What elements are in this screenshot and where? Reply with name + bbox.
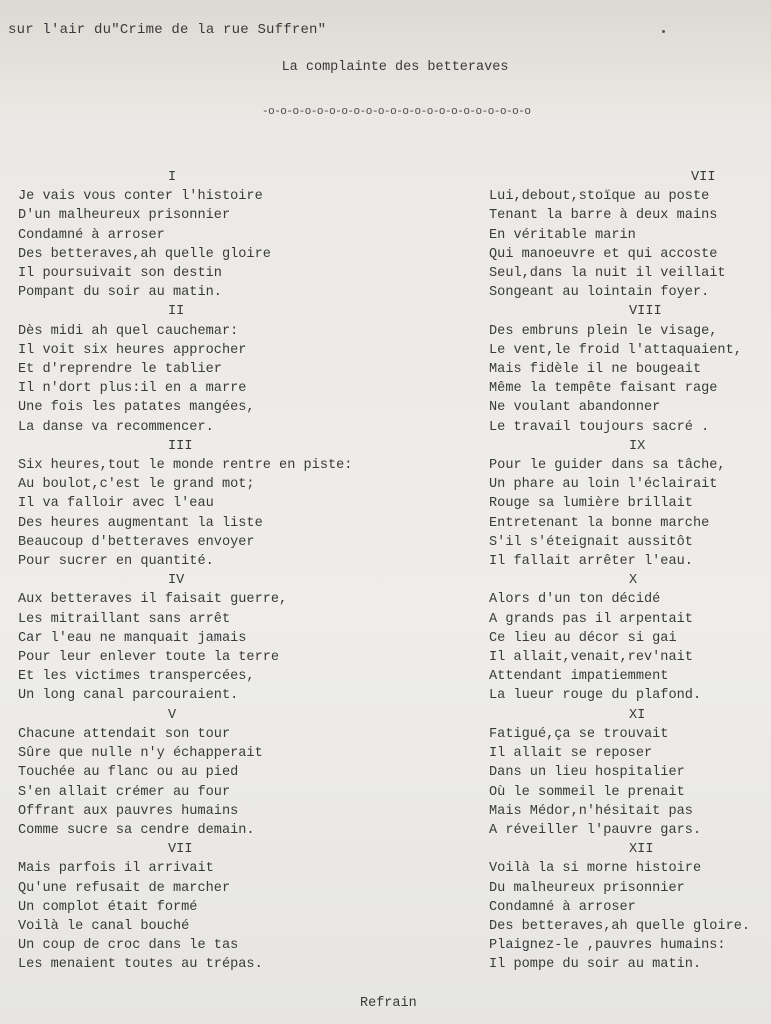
stanza-number: V <box>168 707 177 723</box>
stanza-number: I <box>168 170 177 185</box>
verse-line: Il fallait arrêter l'eau. <box>489 554 693 570</box>
verse-line: Car l'eau ne manquait jamais <box>18 630 247 646</box>
verse-line: Pour le guider dans sa tâche, <box>489 458 726 474</box>
stanza-number: II <box>168 304 185 320</box>
stanza-number: IX <box>629 438 646 454</box>
stanza-IV <box>18 571 368 705</box>
verse-line: La lueur rouge du plafond. <box>489 688 702 704</box>
verse-line: Beaucoup d'betteraves envoyer <box>18 534 255 550</box>
verse-line: Touchée au flanc ou au pied <box>18 765 239 781</box>
verse-line: A réveiller l'pauvre gars. <box>489 822 702 838</box>
verse-line: Il voit six heures approcher <box>18 342 247 358</box>
verse-line: Il pompe du soir au matin. <box>489 957 702 973</box>
verse-line: S'il s'éteignait aussitôt <box>489 534 693 550</box>
stanza-IX <box>489 437 764 571</box>
ink-speck <box>662 30 665 33</box>
stanza-number: IV <box>168 573 185 589</box>
verse-line: Condamné à arroser <box>489 899 636 915</box>
verse-line: Pompant du soir au matin. <box>18 285 222 301</box>
stanza-number: XI <box>629 707 646 723</box>
stanza-III <box>18 437 368 571</box>
stanza-number: XII <box>629 842 654 858</box>
stanza-number: X <box>629 573 638 589</box>
verse-line: Un complot était formé <box>18 899 198 915</box>
verse-line: Des betteraves,ah quelle gloire. <box>489 918 751 934</box>
verse-line: Il va falloir avec l'eau <box>18 496 214 512</box>
stanza-number: III <box>168 438 193 454</box>
stanza-V <box>18 706 368 840</box>
right-column <box>489 168 764 975</box>
verse-line: Six heures,tout le monde rentre en piste: <box>18 458 353 474</box>
refrain-label: Refrain <box>360 996 417 1011</box>
verse-line: Au boulot,c'est le grand mot; <box>18 477 255 493</box>
verse-line: Condamné à arroser <box>18 227 165 243</box>
stanza-XI <box>489 706 764 840</box>
verse-line: Fatigué,ça se trouvait <box>489 726 669 742</box>
verse-line: D'un malheureux prisonnier <box>18 208 231 224</box>
verse-line: Plaignez-le ,pauvres humains: <box>489 938 726 954</box>
verse-line: Un phare au loin l'éclairait <box>489 477 718 493</box>
verse-line: En véritable marin <box>489 227 636 243</box>
verse-line: Entretenant la bonne marche <box>489 515 710 531</box>
verse-line: Ne voulant abandonner <box>489 400 661 416</box>
verse-line: Le vent,le froid l'attaquaient, <box>489 342 742 358</box>
stanza-number: VII <box>691 170 716 185</box>
verse-line: Il allait,venait,rev'nait <box>489 650 693 666</box>
verse-line: Dès midi ah quel cauchemar: <box>18 323 239 339</box>
verse-line: Les menaient toutes au trépas. <box>18 957 263 973</box>
stanza-I <box>18 168 368 302</box>
verse-line: Sûre que nulle n'y échapperait <box>18 746 263 762</box>
verse-line: Des embruns plein le visage, <box>489 323 718 339</box>
stanza-number: VIII <box>629 304 662 320</box>
verse-line: Et les victimes transpercées, <box>18 669 255 685</box>
verse-line: Lui,debout,stoïque au poste <box>489 189 710 205</box>
verse-line: Rouge sa lumière brillait <box>489 496 693 512</box>
verse-line: Dans un lieu hospitalier <box>489 765 685 781</box>
decorative-rule: -o-o-o-o-o-o-o-o-o-o-o-o-o-o-o-o-o-o-o-o-o-o <box>262 106 531 118</box>
verse-line: Les mitraillant sans arrêt <box>18 611 231 627</box>
verse-line: Pour leur enlever toute la terre <box>18 650 280 666</box>
verse-line: Un long canal parcouraient. <box>18 688 239 704</box>
left-column <box>18 168 368 975</box>
stanza-VII-left <box>18 840 368 974</box>
verse-line: Pour sucrer en quantité. <box>18 554 214 570</box>
verse-line: Qui manoeuvre et qui accoste <box>489 246 718 262</box>
verse-line: Aux betteraves il faisait guerre, <box>18 592 288 608</box>
verse-line: A grands pas il arpentait <box>489 611 693 627</box>
verse-line: Alors d'un ton décidé <box>489 592 661 608</box>
page-title: La complainte des betteraves <box>281 60 509 75</box>
verse-line: Songeant au lointain foyer. <box>489 285 710 301</box>
verse-line: Tenant la barre à deux mains <box>489 208 718 224</box>
verse-line: Attendant impatiemment <box>489 669 669 685</box>
verse-line: Voilà la si morne histoire <box>489 861 702 877</box>
verse-line: S'en allait crémer au four <box>18 784 231 800</box>
stanza-number: VII <box>168 842 193 858</box>
stanza-VIII <box>489 302 764 436</box>
verse-line: Des heures augmentant la liste <box>18 515 263 531</box>
verse-line: Où le sommeil le prenait <box>489 784 685 800</box>
verse-line: Mais parfois il arrivait <box>18 861 214 877</box>
verse-line: Voilà le canal bouché <box>18 918 190 934</box>
verse-line: Même la tempête faisant rage <box>489 381 718 397</box>
verse-line: Mais fidèle il ne bougeait <box>489 362 702 378</box>
verse-line: Du malheureux prisonnier <box>489 880 685 896</box>
verse-line: Et d'reprendre le tablier <box>18 362 222 378</box>
verse-line: Une fois les patates mangées, <box>18 400 255 416</box>
verse-line: Seul,dans la nuit il veillait <box>489 266 726 282</box>
verse-line: Qu'une refusait de marcher <box>18 880 231 896</box>
stanza-VII-right <box>489 168 764 302</box>
song-air-note: sur l'air du"Crime de la rue Suffren" <box>8 22 327 38</box>
verse-line: Le travail toujours sacré . <box>489 419 710 435</box>
verse-line: Des betteraves,ah quelle gloire <box>18 246 271 262</box>
stanza-XII <box>489 840 764 974</box>
verse-line: Il allait se reposer <box>489 746 653 762</box>
verse-line: Je vais vous conter l'histoire <box>18 189 263 205</box>
verse-line: La danse va recommencer. <box>18 419 214 435</box>
verse-line: Un coup de croc dans le tas <box>18 938 239 954</box>
stanza-II <box>18 302 368 436</box>
verse-line: Mais Médor,n'hésitait pas <box>489 803 693 819</box>
stanza-X <box>489 571 764 705</box>
verse-line: Ce lieu au décor si gai <box>489 630 677 646</box>
verse-line: Offrant aux pauvres humains <box>18 803 239 819</box>
verse-line: Comme sucre sa cendre demain. <box>18 822 255 838</box>
verse-line: Chacune attendait son tour <box>18 726 231 742</box>
verse-line: Il n'dort plus:il en a marre <box>18 381 247 397</box>
verse-line: Il poursuivait son destin <box>18 266 222 282</box>
